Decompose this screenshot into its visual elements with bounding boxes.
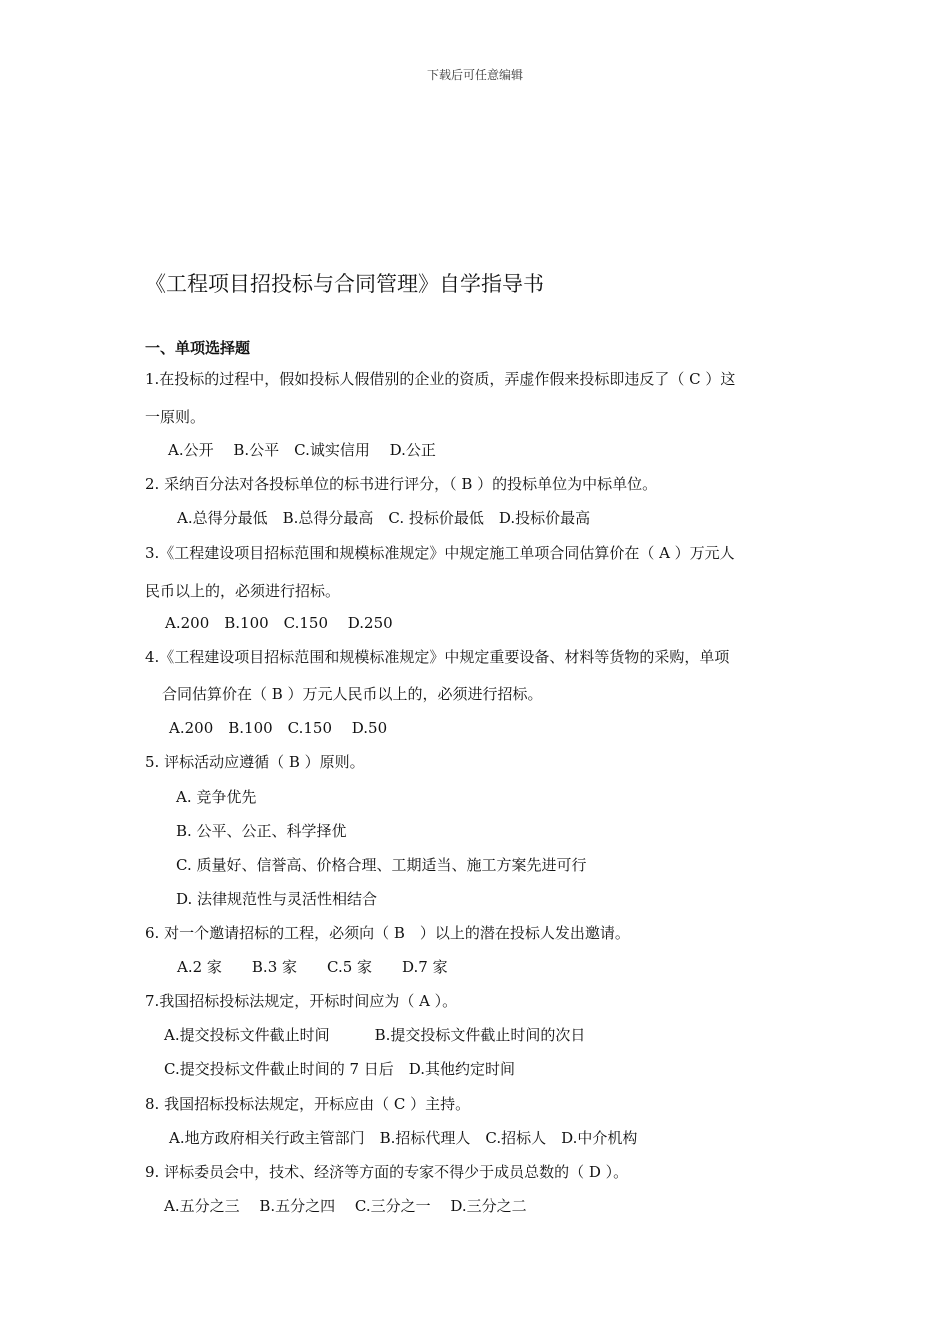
question-7-options-1: A.提交投标文件截止时间 B.提交投标文件截止时间的次日 [164,1026,586,1044]
question-2-options: A.总得分最低 B.总得分最高 C. 投标价最低 D.投标价最高 [177,509,591,527]
question-3-options: A.200 B.100 C.150 D.250 [165,614,393,632]
question-4-options: A.200 B.100 C.150 D.50 [169,719,388,737]
question-3-line-1: 3.《工程建设项目招标范围和规模标准规定》中规定施工单项合同估算价在（ A ）万元人 [145,544,735,562]
question-3-line-2: 民币以上的，必须进行招标。 [145,582,341,600]
question-7-options-2: C.提交投标文件截止时间的 7 日后 D.其他约定时间 [164,1060,516,1078]
question-5-option-b: B. 公平、公正、科学择优 [176,822,347,840]
section-heading: 一、单项选择题 [145,339,251,357]
question-1-line-2: 一原则。 [145,408,206,426]
question-8-options: A.地方政府相关行政主管部门 B.招标代理人 C.招标人 D.中介机构 [169,1129,638,1147]
question-5-option-a: A. 竞争优先 [176,788,257,806]
question-9-options: A.五分之三 B.五分之四 C.三分之一 D.三分之二 [164,1197,527,1215]
question-4-line-2: 合同估算价在（ B ）万元人民币以上的，必须进行招标。 [162,685,543,703]
document-title: 《工程项目招投标与合同管理》自学指导书 [145,272,544,296]
question-1-line-1: 1.在投标的过程中，假如投标人假借别的企业的资质，弄虚作假来投标即违反了（ C ）这 [145,370,736,388]
question-9-line-1: 9. 评标委员会中，技术、经济等方面的专家不得少于成员总数的（ D ）。 [145,1163,629,1181]
question-4-line-1: 4.《工程建设项目招标范围和规模标准规定》中规定重要设备、材料等货物的采购，单项 [145,648,730,666]
question-6-line-1: 6. 对一个邀请招标的工程，必须向（ B ）以上的潜在投标人发出邀请。 [145,924,630,942]
question-8-line-1: 8. 我国招标投标法规定，开标应由（ C ）主持。 [145,1095,471,1113]
question-5-option-c: C. 质量好、信誉高、价格合理、工期适当、施工方案先进可行 [176,856,587,874]
question-2-line-1: 2. 采纳百分法对各投标单位的标书进行评分，（ B ）的投标单位为中标单位。 [145,475,658,493]
question-7-line-1: 7.我国招标投标法规定，开标时间应为（ A ）。 [145,992,458,1010]
question-1-options: A.公开 B.公平 C.诚实信用 D.公正 [168,441,436,459]
question-6-options: A.2 家 B.3 家 C.5 家 D.7 家 [177,958,448,976]
question-5-line-1: 5. 评标活动应遵循（ B ）原则。 [145,753,365,771]
page-header: 下载后可任意编辑 [426,68,523,82]
question-5-option-d: D. 法律规范性与灵活性相结合 [176,890,378,908]
